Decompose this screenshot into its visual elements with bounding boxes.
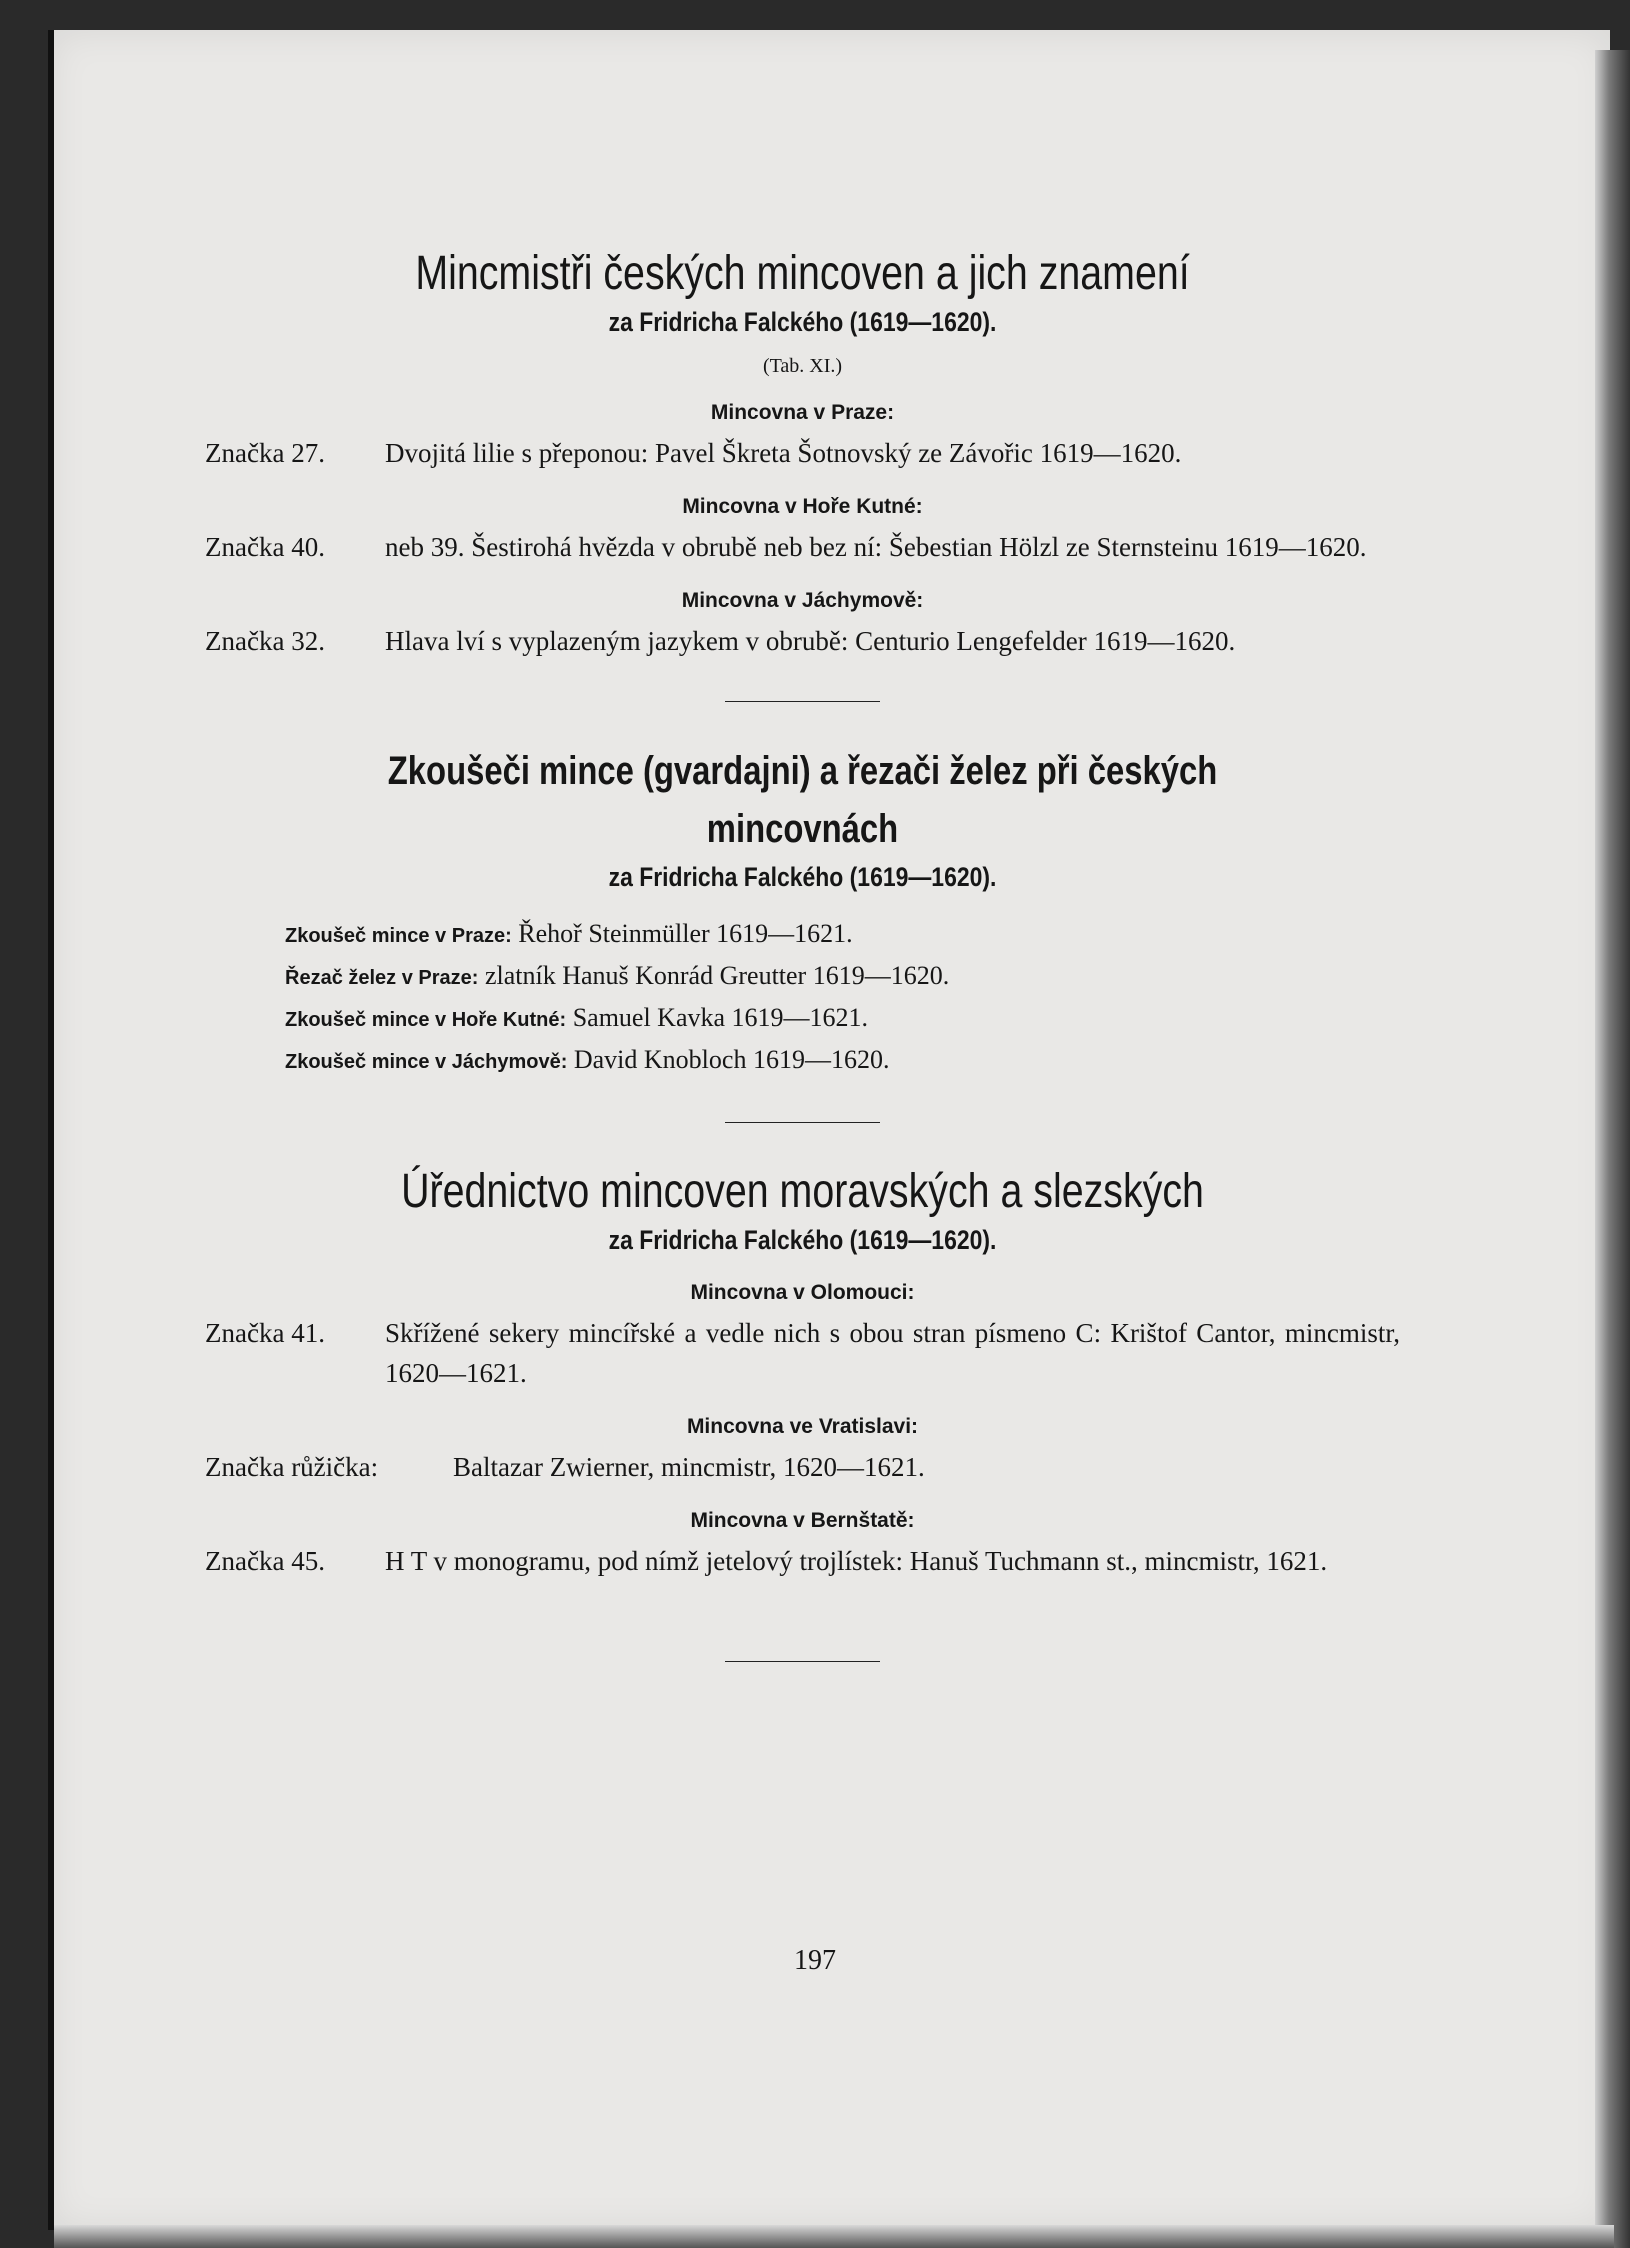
tester-entry — [205, 1040, 1400, 1082]
tester-name: Řehoř Steinmüller 1619—1621. — [518, 919, 853, 948]
mark-label: Značka růžička: — [205, 1452, 379, 1482]
mark-label: Značka 27. — [205, 438, 325, 468]
mark-entry — [205, 621, 1400, 661]
mark-text: Baltazar Zwierner, mincmistr, 1620—1621. — [453, 1452, 925, 1482]
tester-entry — [205, 914, 1400, 956]
mark-entry — [205, 527, 1400, 567]
mark-label: Značka 32. — [205, 626, 325, 656]
mint-heading-olomouc: Mincovna v Olomouci: — [690, 1281, 915, 1304]
section1-subtitle: za Fridricha Falckého (1619—1620). — [608, 307, 997, 337]
mark-entry — [205, 1313, 1400, 1393]
mark-entry — [205, 1447, 1400, 1487]
mark-entry — [205, 433, 1400, 473]
mark-label: Značka 40. — [205, 532, 325, 562]
tester-list — [205, 914, 1400, 1082]
mark-label: Značka 41. — [205, 1318, 325, 1348]
tester-role: Zkoušeč mince v Praze: — [285, 925, 512, 947]
mark-label: Značka 45. — [205, 1546, 325, 1576]
mint-heading-jachymov: Mincovna v Jáchymově: — [681, 589, 924, 612]
section1-title: Mincmistři českých mincoven a jich znamení — [415, 247, 1190, 300]
section3-title: Úřednictvo mincoven moravských a slezských — [401, 1165, 1204, 1218]
mark-entry — [205, 1541, 1400, 1581]
mark-text: Hlava lví s vyplazeným jazykem v obrubě: Centurio Lengefelder 1619—1620. — [385, 626, 1236, 656]
tester-name: David Knobloch 1619—1620. — [573, 1045, 890, 1074]
section2-title: Zkoušeči mince (gvardajni) a řezači želez při českých mincovnách — [387, 749, 1218, 851]
tester-role: Řezač želez v Praze: — [285, 967, 479, 989]
mint-heading-bernstat: Mincovna v Bernštatě: — [690, 1509, 915, 1532]
book-spine — [48, 30, 54, 2230]
section1-tab-ref: (Tab. XI.) — [762, 355, 843, 377]
tester-entry — [205, 956, 1400, 998]
tester-role: Zkoušeč mince v Jáchymově: — [285, 1051, 568, 1073]
page-edge-right — [1595, 50, 1630, 2248]
section2-subtitle: za Fridricha Falckého (1619—1620). — [608, 862, 997, 892]
mark-text: Skřížené sekery mincířské a vedle nich s obou stran písmeno C: Krištof Cantor, mincmistr, 1620—1621. — [385, 1318, 1400, 1388]
tester-entry — [205, 998, 1400, 1040]
mark-text: Dvojitá lilie s přeponou: Pavel Škreta Šotnovský ze Závořic 1619—1620. — [385, 438, 1182, 468]
tester-role: Zkoušeč mince v Hoře Kutné: — [285, 1009, 567, 1031]
section3-subtitle: za Fridricha Falckého (1619—1620). — [608, 1225, 997, 1255]
section-divider — [725, 1661, 880, 1662]
page-number: 197 — [794, 1945, 836, 1976]
mint-heading-kutna-hora: Mincovna v Hoře Kutné: — [682, 495, 923, 518]
mark-text: H T v monogramu, pod nímž jetelový trojlístek: Hanuš Tuchmann st., mincmistr, 1621. — [385, 1546, 1328, 1576]
mint-heading-vratislav: Mincovna ve Vratislavi: — [686, 1415, 919, 1438]
page-content — [205, 245, 1400, 1702]
tester-name: zlatník Hanuš Konrád Greutter 1619—1620. — [484, 961, 950, 990]
section-divider — [725, 1122, 880, 1123]
page-edge-bottom — [54, 2225, 1614, 2248]
mint-heading-praha: Mincovna v Praze: — [710, 401, 895, 424]
mark-text: neb 39. Šestirohá hvězda v obrubě neb bez ní: Šebestian Hölzl ze Sternsteinu 1619—1620. — [385, 532, 1367, 562]
section-divider — [725, 701, 880, 702]
tester-name: Samuel Kavka 1619—1621. — [572, 1003, 869, 1032]
